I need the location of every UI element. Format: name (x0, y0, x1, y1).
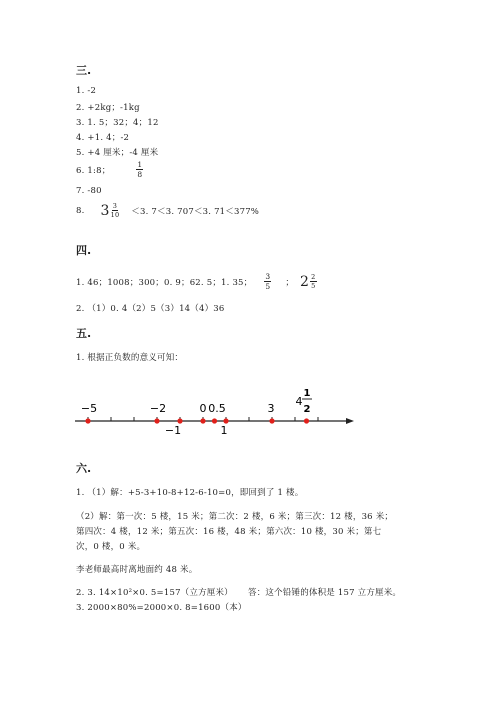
answer-6-4-answer: 答：这个铅锤的体积是 157 立方厘米。 (248, 588, 402, 598)
answer-5-1: 1. 根据正负数的意义可知： (76, 353, 184, 363)
label-0: 0 (199, 402, 207, 415)
answer-3-6-text: 6. 1:8； (76, 165, 111, 176)
section-3-heading: 三. (76, 64, 92, 77)
point-4-5 (304, 418, 309, 423)
answer-4-1 (76, 272, 317, 291)
point-1 (223, 418, 228, 423)
point--1 (177, 418, 182, 423)
fraction-denominator: 10 (110, 211, 120, 219)
fraction-numerator: 2 (311, 273, 316, 281)
answer-3-3: 3. 1. 5；32；4；12 (76, 118, 159, 128)
fraction-denominator: 8 (137, 170, 143, 179)
label-minus-2: −2 (149, 402, 167, 415)
label-4-half-num: 1 (303, 388, 311, 399)
fraction-denominator: 5 (265, 282, 271, 291)
mixed-whole: 3 (100, 202, 110, 219)
label-0-5: 0.5 (208, 402, 226, 415)
mixed-fraction (310, 273, 316, 290)
fraction-1-8 (136, 160, 143, 179)
answer-6-1: 1. （1）解：+5-3+10-8+12-6-10=0，即回到了 1 楼。 (76, 488, 304, 498)
answer-3-2: 2. +2kg；-1kg (76, 103, 140, 113)
answer-4-2: 2. （1）0. 4（2）5（3）14（4）36 (76, 304, 225, 314)
label-1: 1 (220, 424, 228, 437)
number-line (70, 382, 360, 438)
answer-6-2-line-1: （2）解：第一次：5 楼，15 米；第二次：2 楼，6 米；第三次：12 楼，36 米； (76, 512, 394, 522)
answer-6-3: 李老师最高时离地面约 48 米。 (76, 565, 198, 575)
label-minus-5: −5 (80, 402, 98, 415)
answer-3-8 (76, 202, 259, 219)
answer-3-5: 5. +4 厘米；-4 厘米 (76, 148, 159, 158)
label-minus-1: −1 (164, 424, 182, 437)
point-0 (200, 418, 205, 423)
mixed-fraction (111, 202, 120, 219)
answer-4-1-separator: ； (285, 277, 295, 288)
section-4-heading: 四. (76, 244, 92, 257)
answer-3-6 (76, 160, 143, 179)
point-3 (269, 418, 274, 423)
answer-6-2-line-3: 次，0 楼，0 米。 (76, 542, 146, 552)
fraction-numerator: 3 (265, 272, 271, 281)
answer-6-5: 3. 2000×80%=2000×0. 8=1600（本） (76, 603, 247, 613)
mixed-whole: 2 (300, 273, 310, 290)
answer-3-7: 7. -80 (76, 186, 102, 196)
answer-3-1: 1. -2 (76, 86, 97, 96)
number-line-arrow-icon (346, 418, 354, 424)
answer-6-2-line-2: 第四次：4 楼，12 米；第五次：16 楼，48 米；第六次：10 楼，30 米；第七 (76, 527, 382, 537)
section-5-heading: 五. (76, 327, 92, 340)
answer-4-1-text: 1. 46；1008；300；0. 9；62. 5；1. 35； (76, 277, 253, 288)
point--2 (154, 418, 159, 423)
answer-3-8-comparison: ＜3. 7＜3. 707＜3. 71＜377% (131, 206, 260, 217)
fraction-denominator: 5 (311, 282, 316, 290)
label-4-half-whole: 4 (295, 395, 303, 408)
mixed-number-2-2-5 (300, 273, 316, 290)
mixed-number-3-3-10 (101, 202, 120, 219)
fraction-numerator: 1 (137, 160, 143, 169)
answer-3-4: 4. +1. 4；-2 (76, 133, 130, 143)
fraction-numerator: 3 (112, 202, 118, 210)
answer-6-4-calc: 2. 3. 14×10²×0. 5=157（立方厘米） (76, 588, 233, 598)
label-3: 3 (267, 402, 275, 415)
answer-3-8-label: 8. (76, 205, 85, 216)
section-6-heading: 六. (76, 462, 92, 475)
fraction-3-5 (264, 272, 271, 291)
label-4-half-den: 2 (303, 404, 311, 415)
point--5 (85, 418, 90, 423)
point-0-5 (212, 418, 217, 423)
